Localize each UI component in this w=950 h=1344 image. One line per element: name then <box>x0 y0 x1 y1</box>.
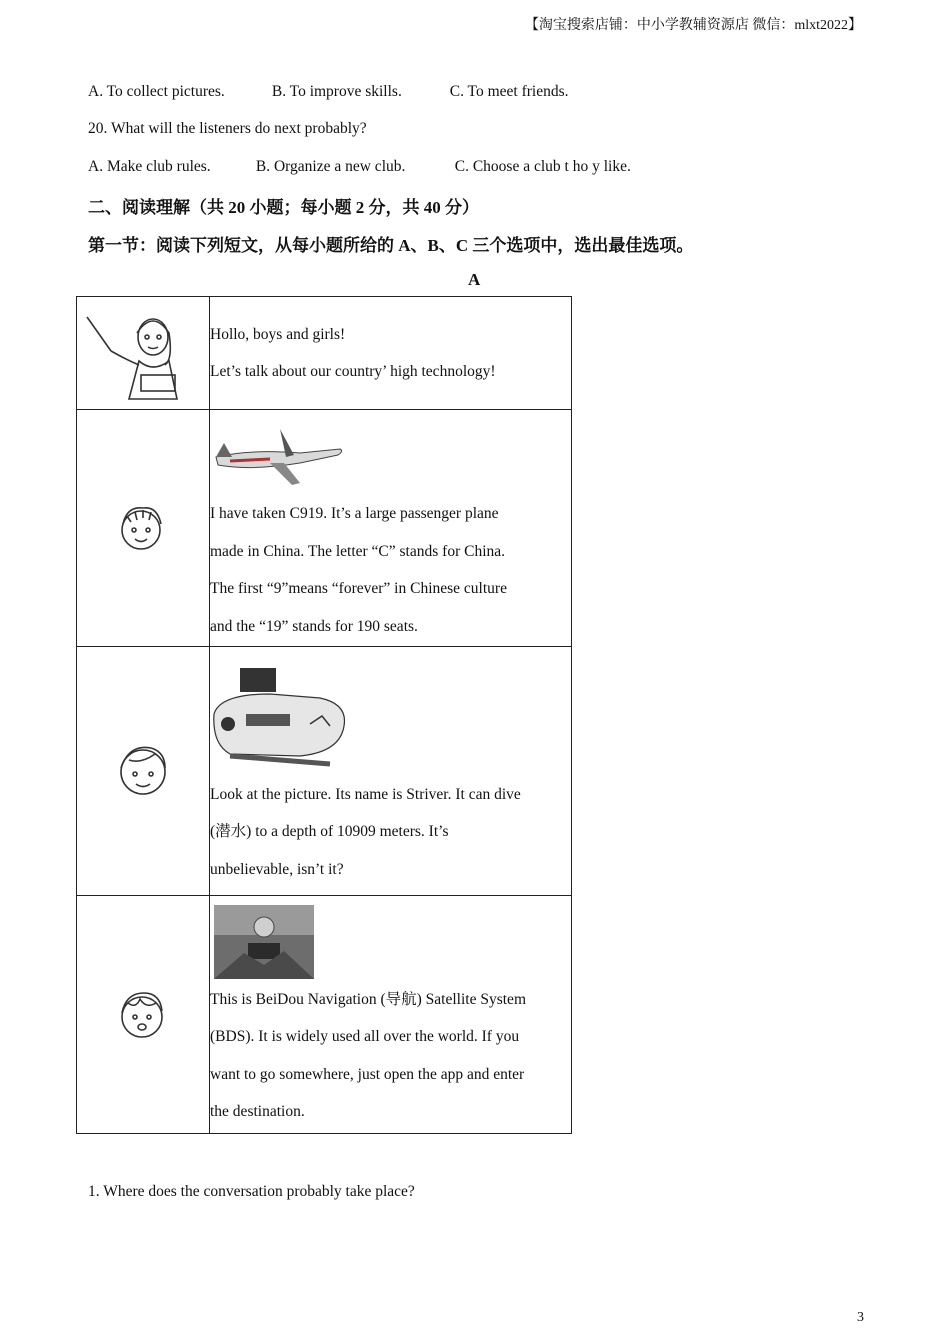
beidou-poster <box>214 905 314 979</box>
row-line: made in China. The letter “C” stands for China. <box>210 542 505 560</box>
passage-label: A <box>468 270 481 289</box>
teacher-cell <box>77 297 210 410</box>
q20-option-b: B. Organize a new club. <box>255 158 406 175</box>
row-line: (潜水) to a depth of 10909 meters. It’s <box>210 823 449 841</box>
row-line: the destination. <box>210 1103 305 1120</box>
q20-options <box>88 158 631 176</box>
teacher-icon <box>77 303 209 403</box>
row-line: I have taken C919. It’s a large passenger plane <box>210 505 499 522</box>
row-line: Hollo, boys and girls! <box>210 325 346 343</box>
boy1-cell <box>77 410 210 647</box>
row-line: (BDS). It is widely used all over the world. If you <box>210 1028 520 1045</box>
table-row <box>77 896 572 1134</box>
boy-icon <box>112 983 174 1047</box>
row-line: and the “19” stands for 190 seats. <box>210 617 418 635</box>
beidou-text <box>210 896 572 1134</box>
row-line: Look at the picture. Its name is Striver. It can dive <box>210 785 521 803</box>
row-line: want to go somewhere, just open the app and enter <box>210 1065 525 1083</box>
boy2-cell <box>77 896 210 1134</box>
q19-options <box>88 83 568 101</box>
reading-table <box>76 296 572 1134</box>
q20-option-c: C. Choose a club t ho y like. <box>454 158 631 175</box>
section-title: 二、阅读理解（共 20 小题；每小题 2 分，共 40 分） <box>88 198 479 217</box>
striver-text <box>210 647 572 896</box>
q19-option-c: C. To meet friends. <box>449 83 569 100</box>
q19-option-b: B. To improve skills. <box>271 83 402 100</box>
c919-text <box>210 410 572 647</box>
boy-icon <box>113 498 173 558</box>
row-line: unbelievable, isn’t it? <box>210 860 344 878</box>
table-row <box>77 410 572 647</box>
part-title: 第一节：阅读下列短文，从每小题所给的 A、B、C 三个选项中，选出最佳选项。 <box>88 236 694 255</box>
table-row <box>77 647 572 896</box>
submarine-photo <box>210 664 358 772</box>
row-line: This is BeiDou Navigation (导航) Satellite System <box>210 990 526 1008</box>
plane-photo <box>210 419 346 491</box>
row-line: Let’s talk about our country’ high technology! <box>210 363 496 380</box>
q1-question: 1. Where does the conversation probably take place? <box>88 1183 415 1200</box>
q20-question: 20. What will the listeners do next probably? <box>88 120 367 137</box>
table-row <box>77 297 572 410</box>
q19-option-a: A. To collect pictures. <box>88 83 225 100</box>
q20-option-a: A. Make club rules. <box>88 158 211 175</box>
girl-icon <box>111 738 175 804</box>
header-note: 【淘宝搜索店铺：中小学教辅资源店 微信：mlxt2022】 <box>524 18 862 33</box>
teacher-text <box>210 297 572 410</box>
girl-cell <box>77 647 210 896</box>
row-line: The first “9”means “forever” in Chinese culture <box>210 580 507 597</box>
page-number: 3 <box>857 1310 864 1325</box>
